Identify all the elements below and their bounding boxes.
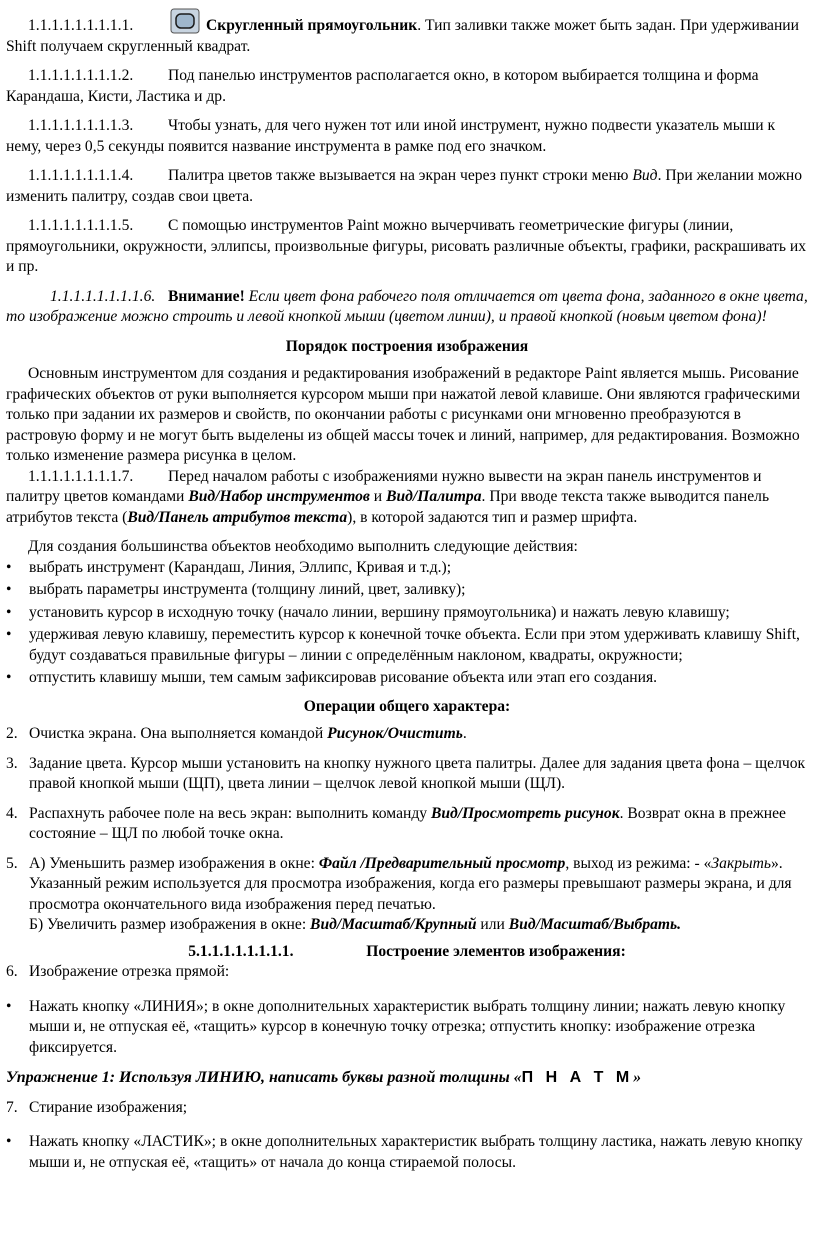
paragraph-text: Если цвет фона рабочего поля отличается от цвета фона, заданного в окне цвета, то изображение можно строить и левой кнопкой мыши (цветом линии), и правой кнопкой (новым цветом фона)!: [6, 287, 808, 325]
list-intro: Для создания большинства объектов необходимо выполнить следующие действия:: [28, 538, 578, 555]
paragraph-1-1-5: [6, 216, 808, 278]
item-number: 2.: [6, 725, 18, 742]
bullet-marker: •: [6, 581, 12, 598]
paragraph-number: 1.1.1.1.1.1.1.1.3.: [28, 117, 134, 134]
command-name: Вид/Набор инструментов: [188, 488, 370, 505]
bullet-marker: •: [6, 1133, 12, 1150]
section-heading: Порядок построения изображения: [285, 337, 529, 355]
paragraph-number: 1.1.1.1.1.1.1.1.5.: [28, 217, 134, 234]
paragraph-number: 1.1.1.1.1.1.1.1.4.: [28, 167, 134, 184]
item-number: 5.: [6, 854, 18, 872]
paragraph-1-1-3: [6, 116, 808, 157]
paragraph-text: Перед началом работы с изображениями нужно вывести на экран панель инструментов и палитру цветов командами: [6, 467, 762, 505]
operation-item: 6. Изображение отрезка прямой:: [6, 962, 808, 983]
operations-list-3: [6, 1098, 808, 1119]
list-item: • установить курсор в исходную точку (начало линии, вершину прямоугольника) и нажать левую клавишу;: [6, 603, 808, 624]
list-item: • выбрать параметры инструмента (толщину линий, цвет, заливку);: [6, 580, 808, 601]
paragraph-number: 1.1.1.1.1.1.1.1.2.: [28, 67, 134, 84]
eraser-steps: [6, 1132, 808, 1173]
paragraph-text: . Тип заливки также может быть задан. При удерживании Shift получаем скругленный квадрат.: [6, 17, 799, 55]
item-number: 7.: [6, 1098, 18, 1116]
command-name: Закрыть: [711, 854, 771, 872]
item-number: 6.: [6, 963, 18, 980]
bullet-marker: •: [6, 558, 12, 576]
paragraph-text: ), в которой задаются тип и размер шрифта.: [347, 508, 638, 526]
paragraph-text: . При вводе текста также выводится панель атрибутов текста (: [6, 488, 770, 526]
operations-list: [6, 724, 808, 936]
list-item: • Нажать кнопку «ЛАСТИК»; в окне дополнительных характеристик выбрать толщину ластика, нажать левую кнопку мыши и, не отпуская её, «тащить» от начала до конца стираемой полосы.: [6, 1133, 803, 1171]
section-heading: Операции общего характера:: [303, 697, 511, 715]
paragraph-1-1-2: [6, 66, 808, 107]
paragraph-1-1-6: [6, 287, 808, 328]
command-name: Вид/Масштаб/Крупный: [310, 916, 477, 933]
bullet-marker: •: [6, 603, 12, 621]
line-steps: [6, 997, 808, 1059]
attention-label: Внимание!: [168, 287, 245, 305]
paragraph-text: С помощью инструментов Paint можно вычерчивать геометрические фигуры (линии, прямоугольники, окружности, эллипсы, произвольные фигуры, рисовать различные объекты, графики, раскрашивать их и пр.: [6, 217, 807, 275]
paragraph-number: 1.1.1.1.1.1.1.1.6.: [50, 287, 156, 305]
command-name: Файл /Предварительный просмотр: [318, 854, 566, 872]
exercise-letters: П Н А Т М: [521, 1069, 634, 1086]
paragraph-text: Палитра цветов также вызывается на экран через пункт строки меню: [168, 167, 633, 184]
command-name: Вид/Панель атрибутов текста: [127, 508, 348, 526]
command-name: Вид/Масштаб/Выбрать.: [508, 916, 682, 933]
list-item: • удерживая левую клавишу, переместить курсор к конечной точке объекта. Если при этом удерживать клавишу Shift, будут создаваться правильные фигуры – линии с определённым наклоном, квадраты, окружности;: [6, 626, 800, 664]
paragraph-number: 1.1.1.1.1.1.1.1.7.: [28, 467, 134, 485]
operation-item: 7. Стирание изображения;: [6, 1098, 808, 1119]
bullet-marker: •: [6, 626, 12, 643]
command-name: Вид/Палитра: [386, 488, 482, 505]
list-item: • выбрать инструмент (Карандаш, Линия, Эллипс, Кривая и т.д.);: [6, 558, 808, 579]
list-item: • Нажать кнопку «ЛИНИЯ»; в окне дополнительных характеристик выбрать толщину линии; нажать левую кнопку мыши и, не отпуская её, «тащить» курсор в конечную точку отрезка; отпустить кнопку: изображение отрезка фиксируется.: [6, 997, 786, 1056]
paragraph-1-1-1: [6, 8, 808, 57]
paragraph-1-1-7: [6, 467, 808, 529]
operation-item: 5. А) Уменьшить размер изображения в окне: Файл /Предварительный просмотр, выход из режима: - «Закрыть». Указанный режим используется для просмотра изображения, когда его размеры превышают размеры экрана, и для просмотра окончательного вида изображения перед печатью. Б) Увеличить размер изображения в окне: Вид/Масштаб/Крупный или Вид/Масштаб/Выбрать.: [6, 854, 792, 933]
paragraph-number: 1.1.1.1.1.1.1.1.1.: [28, 17, 134, 34]
exercise-1: Упражнение 1: Используя ЛИНИЮ, написать буквы разной толщины «П Н А Т М»: [6, 1069, 642, 1086]
item-number: 4.: [6, 804, 18, 822]
heading-text: Построение элементов изображения:: [366, 942, 626, 960]
menu-name-italic: Вид: [632, 167, 658, 184]
bullet-marker: •: [6, 997, 12, 1015]
command-name: Рисунок/Очистить: [327, 725, 463, 742]
paragraph-text: и: [369, 488, 387, 505]
action-list: [6, 558, 808, 689]
item-number: 3.: [6, 754, 18, 772]
paragraph-1-1-4: [6, 166, 808, 207]
paragraph-text-tail: . При желании можно изменить палитру, создав свои цвета.: [6, 167, 802, 205]
list-item: • отпустить клавишу мыши, тем самым зафиксировав рисование объекта или этап его создания.: [6, 668, 808, 689]
term-bold: Скругленный прямоугольник: [206, 17, 418, 34]
rounded-rectangle-tool-icon: [170, 8, 200, 34]
bullet-marker: •: [6, 669, 12, 686]
command-name: Вид/Просмотреть рисунок: [430, 804, 620, 822]
numbered-heading: [6, 942, 808, 963]
heading-number: 5.1.1.1.1.1.1.1.1.: [188, 942, 294, 960]
paragraph-text: Чтобы узнать, для чего нужен тот или иной инструмент, нужно подвести указатель мыши к нему, через 0,5 секунды появится название инструмента в рамке под его значком.: [6, 117, 776, 155]
paragraph-text: Под панелью инструментов располагается окно, в котором выбирается толщина и форма Карандаша, Кисти, Ластика и др.: [6, 67, 759, 105]
operations-list-2: [6, 962, 808, 983]
operation-item: 3. Задание цвета. Курсор мыши установить на кнопку нужного цвета палитры. Далее для задания цвета фона – щелчок правой кнопкой мыши (ЩП), цвета линии – щелчок левой кнопкой мыши (ЩЛ).: [6, 754, 806, 792]
operation-item: 2. Очистка экрана. Она выполняется командой Рисунок/Очистить.: [6, 724, 808, 745]
body-paragraph: Основным инструментом для создания и редактирования изображений в редакторе Paint является мышь. Рисование графических объектов от руки выполняется курсором мыши при нажатой левой клавише. Они являются графическими только при задании их размеров и свойств, по окончании работы с рисунками они мгновенно преобразуются в растровую форму и не могут быть выделены из общей массы точек и линий, например, для редактирования. Возможно только изменение размера рисунка в целом.: [6, 365, 801, 464]
operation-item: 4. Распахнуть рабочее поле на весь экран: выполнить команду Вид/Просмотреть рисунок. Возврат окна в прежнее состояние – ЩЛ по любой точке окна.: [6, 804, 786, 842]
